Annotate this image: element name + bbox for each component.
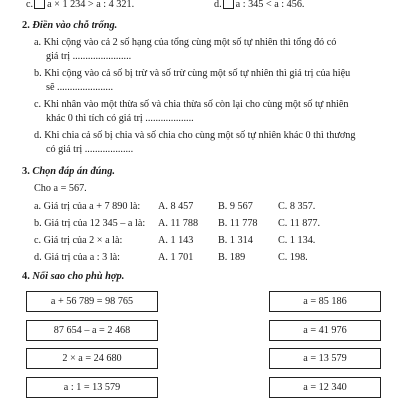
top-row-c — [26, 0, 134, 11]
s3-q-c-option-A[interactable]: A. 1 143 — [158, 235, 194, 246]
section2-number: 2. — [22, 20, 30, 31]
s2-item-c-line1: c. Khi nhân vào một thừa số và chia thừa số còn lại cho cùng một số tự nhiên — [34, 99, 349, 110]
expr-c: a × 1 234 > a : 4 321. — [47, 0, 135, 10]
s2-item-c-line2: khác 0 thì tích có giá trị ................... — [46, 113, 194, 124]
label-d: d. — [214, 0, 222, 10]
section2-title: Điền vào chỗ trống. — [32, 20, 118, 31]
s3-q-a-option-A[interactable]: A. 8 457 — [158, 201, 194, 212]
s2-item-b-line2: sẽ ...................... — [46, 82, 114, 93]
match-right-4[interactable]: a = 12 340 — [269, 377, 381, 398]
label-c: c. — [26, 0, 34, 10]
match-right-3[interactable]: a = 13 579 — [269, 348, 381, 369]
section4-title: Nối sao cho phù hợp. — [32, 271, 125, 282]
s3-q-d-option-A[interactable]: A. 1 701 — [158, 252, 194, 263]
section3-number: 3. — [22, 166, 30, 177]
answer-checkbox-c[interactable] — [34, 0, 45, 9]
s3-q-d-option-C[interactable]: C. 198. — [278, 252, 308, 263]
s2-item-b-line1: b. Khi cộng vào cả số bị trừ và số trừ cùng một số tự nhiên thì giá trị của hiệu — [34, 68, 351, 79]
s2-item-d-line1: d. Khi chia cả số bị chia và số chia cho cùng một số tự nhiên khác 0 thì thương — [34, 130, 356, 141]
s2-item-a-line2: giá trị ....................... — [46, 51, 132, 62]
match-right-1[interactable]: a = 85 186 — [269, 291, 381, 312]
section3-title: Chọn đáp án đúng. — [32, 166, 115, 177]
s3-q-b-option-A[interactable]: A. 11 788 — [158, 218, 199, 229]
s2-item-a-line1: a. Khi cộng vào cả 2 số hạng của tổng cùng một số tự nhiên thì tổng đó có — [34, 37, 337, 48]
section4-heading — [22, 271, 124, 282]
s3-q-d: d. Giá trị của a : 3 là: — [34, 252, 120, 263]
s3-q-c-option-C[interactable]: C. 1 134. — [278, 235, 316, 246]
match-left-3[interactable]: 2 × a = 24 680 — [26, 348, 158, 369]
section3-heading — [22, 166, 115, 177]
s3-q-c: c. Giá trị của 2 × a là: — [34, 235, 123, 246]
section2-heading — [22, 20, 117, 31]
top-row-d — [214, 0, 304, 11]
s3-q-a-option-B[interactable]: B. 9 567 — [218, 201, 253, 212]
s3-given: Cho a = 567. — [34, 183, 87, 194]
s3-q-b-option-B[interactable]: B. 11 778 — [218, 218, 258, 229]
section4-number: 4. — [22, 271, 30, 282]
s3-q-d-option-B[interactable]: B. 189 — [218, 252, 246, 263]
answer-checkbox-d[interactable] — [223, 0, 234, 9]
s2-item-d-line2: có giá trị ................... — [46, 144, 134, 155]
match-right-2[interactable]: a = 41 976 — [269, 320, 381, 341]
match-left-4[interactable]: a : 1 = 13 579 — [26, 377, 158, 398]
s3-q-a: a. Giá trị của a + 7 890 là: — [34, 201, 141, 212]
s3-q-a-option-C[interactable]: C. 8 357. — [278, 201, 316, 212]
match-left-1[interactable]: a + 56 789 = 98 765 — [26, 291, 158, 312]
match-left-2[interactable]: 87 654 – a = 2 468 — [26, 320, 158, 341]
s3-q-b: b. Giá trị của 12 345 – a là: — [34, 218, 146, 229]
s3-q-b-option-C[interactable]: C. 11 877. — [278, 218, 321, 229]
expr-d: a : 345 < a : 456. — [235, 0, 305, 10]
s3-q-c-option-B[interactable]: B. 1 314 — [218, 235, 253, 246]
